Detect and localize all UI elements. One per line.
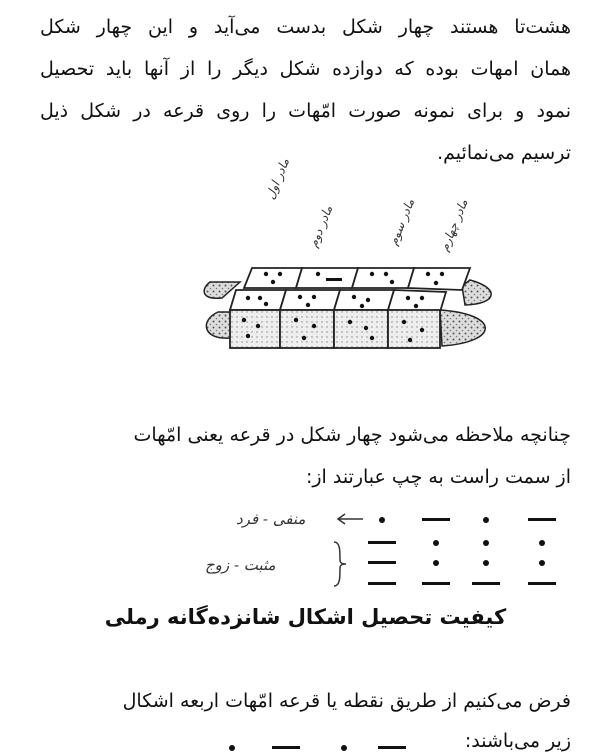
figure-label-2: مادر دوم	[306, 203, 336, 250]
annotation-double: مثبت - زوج	[205, 556, 276, 574]
section-heading: کیفیت تحصیل اشکال شانزده‌گانه رملی	[104, 605, 507, 629]
figure-label-1: مادر اول	[263, 156, 293, 202]
bottom-figures-partial	[200, 742, 440, 752]
paragraph-3-line-2: زیر می‌باشند:	[464, 730, 571, 752]
paragraph-1-line-1: هشت‌تا هستند چهار شکل بدست می‌آید و این چهار شکل	[40, 16, 571, 38]
paragraph-2-line-1: چنانچه ملاحظه می‌شود چهار شکل در قرعه یعنی امّهات	[133, 424, 571, 446]
figure-label-3: مادر سوم	[386, 196, 418, 248]
paragraph-3-line-1: فرض می‌کنیم از طریق نقطه یا قرعه امّهات اربعه اشکال	[122, 690, 571, 712]
qura-dice-illustration	[200, 260, 500, 365]
paragraph-1-line-3: نمود و برای نمونه صورت امّهات را روی قرعه در شکل ذیل	[40, 100, 571, 122]
paragraph-1-line-2: همان امهات بوده که دوازده شکل دیگر را از آنها باید تحصیل	[40, 58, 571, 80]
annotation-single: منفی - فرد	[236, 510, 306, 528]
mothers-figures	[360, 515, 570, 595]
figure-label-4: مادر چهارم	[437, 197, 471, 254]
single-arrow-icon	[335, 512, 365, 526]
brace-icon	[330, 540, 350, 588]
paragraph-2-line-2: از سمت راست به چپ عبارتند از:	[305, 466, 571, 488]
paragraph-1-line-4: ترسیم می‌نمائیم.	[437, 142, 571, 164]
